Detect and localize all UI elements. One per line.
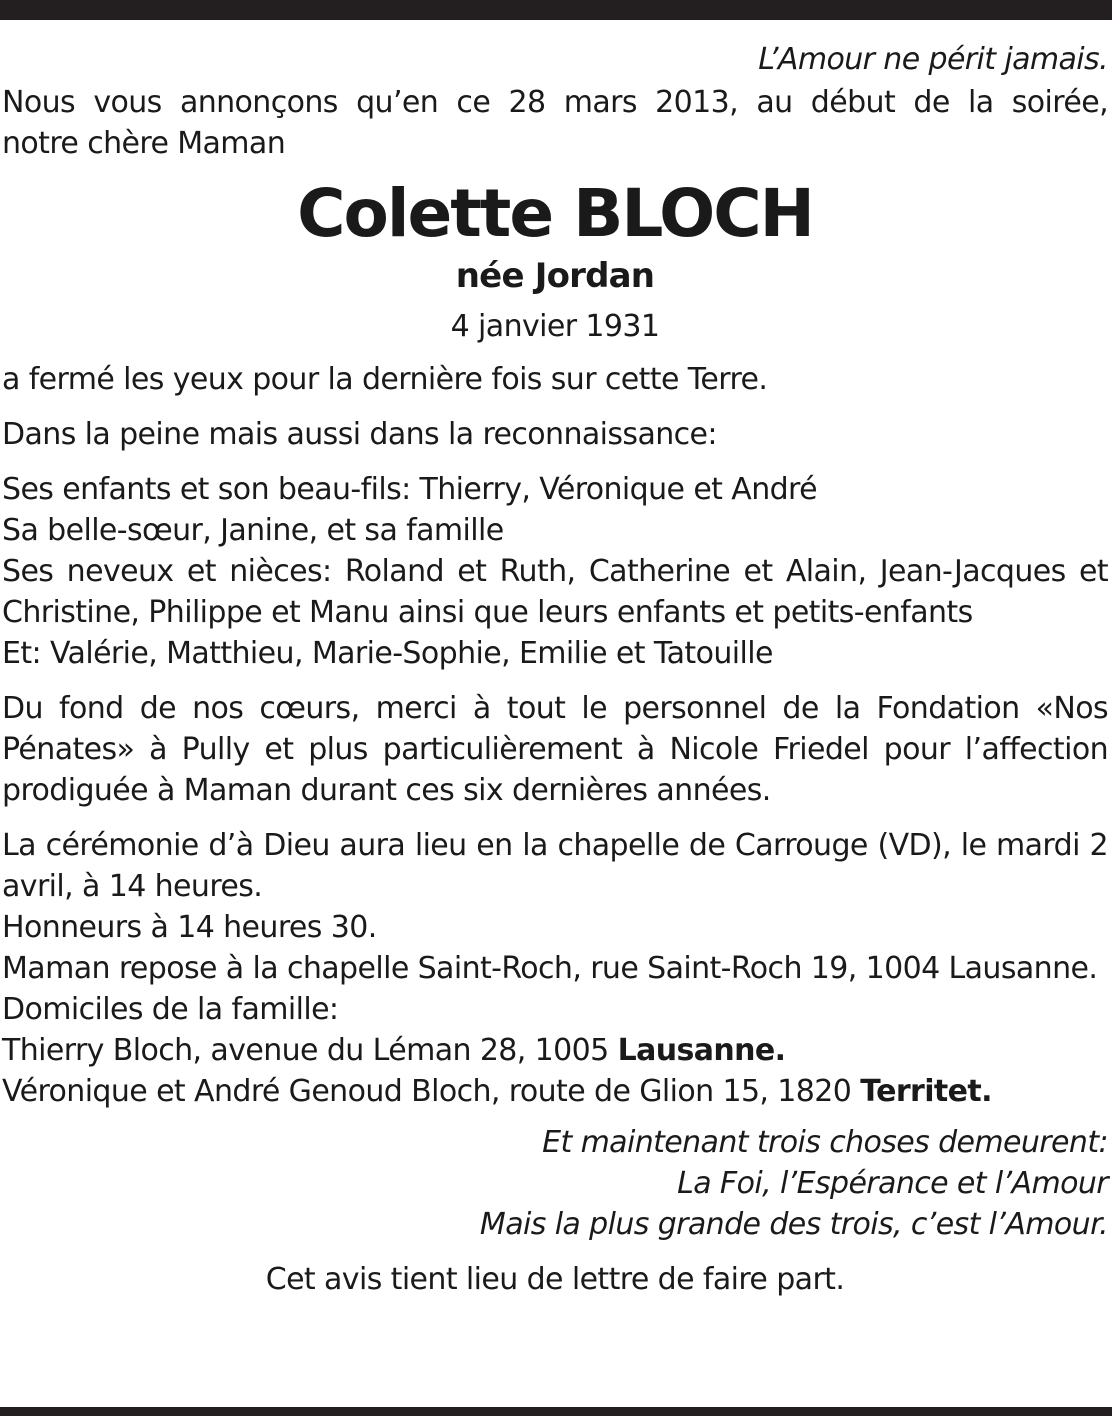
closing-quote-line-2: La Foi, l’Espérance et l’Amour bbox=[677, 1166, 1108, 1201]
thanks-paragraph: Du fond de nos cœurs, merci à tout le personnel de la Fondation «Nos Pénates» à Pully et plus particulièrement à Nicole Friedel pour l’affection prodiguée à Maman durant ces six dernières années. bbox=[2, 691, 1108, 808]
motto: L’Amour ne périt jamais. bbox=[758, 42, 1108, 77]
family-others: Et: Valérie, Matthieu, Marie-Sophie, Emilie et Tatouille bbox=[2, 636, 773, 671]
closing-quote bbox=[2, 1122, 1108, 1245]
domicile-1-address: Thierry Bloch, avenue du Léman 28, 1005 bbox=[2, 1033, 609, 1068]
birth-date: 4 janvier 1931 bbox=[450, 309, 660, 344]
rest-place-text: Maman repose à la chapelle Saint-Roch, rue Saint-Roch 19, 1004 Lausanne. bbox=[2, 951, 1098, 986]
domiciles-label: Domiciles de la famille: bbox=[2, 992, 339, 1027]
sorrow-line: Dans la peine mais aussi dans la reconnaissance: bbox=[2, 417, 717, 452]
domicile-2-address: Véronique et André Genoud Bloch, route de Glion 15, 1820 bbox=[2, 1074, 852, 1109]
ceremony-details bbox=[2, 825, 1108, 1112]
closing-quote-line-1: Et maintenant trois choses demeurent: bbox=[542, 1125, 1108, 1160]
top-rule bbox=[0, 0, 1112, 20]
family-list bbox=[2, 469, 1108, 674]
family-sister-in-law: Sa belle-sœur, Janine, et sa famille bbox=[2, 513, 504, 548]
family-nephews-nieces: Ses neveux et nièces: Roland et Ruth, Catherine et Alain, Jean-Jacques et Christine, Philippe et Manu ainsi que leurs enfants et petits-enfants bbox=[2, 554, 1108, 630]
family-children: Ses enfants et son beau-fils: Thierry, Véronique et André bbox=[2, 472, 817, 507]
intro-line-2: notre chère Maman bbox=[2, 126, 286, 161]
obituary-notice bbox=[2, 38, 1108, 1300]
domicile-2-city: Territet. bbox=[860, 1074, 992, 1109]
bottom-rule bbox=[0, 1407, 1112, 1416]
intro-line-1: Nous vous annonçons qu’en ce 28 mars 2013, au début de la soirée, bbox=[2, 85, 1108, 120]
notice-line: Cet avis tient lieu de lettre de faire part. bbox=[265, 1262, 845, 1297]
deceased-name: Colette BLOCH bbox=[297, 175, 813, 252]
maiden-name: née Jordan bbox=[455, 256, 655, 296]
domicile-1 bbox=[2, 1030, 1108, 1071]
domicile-2 bbox=[2, 1071, 1108, 1112]
intro-text bbox=[2, 82, 1108, 123]
passed-line: a fermé les yeux pour la dernière fois sur cette Terre. bbox=[2, 362, 768, 397]
domicile-1-city: Lausanne. bbox=[617, 1033, 786, 1068]
closing-quote-line-3: Mais la plus grande des trois, c’est l’Amour. bbox=[479, 1207, 1108, 1242]
honours-text: Honneurs à 14 heures 30. bbox=[2, 910, 377, 945]
ceremony-text: La cérémonie d’à Dieu aura lieu en la chapelle de Carrouge (VD), le mardi 2 avril, à 14 heures. bbox=[2, 828, 1108, 904]
